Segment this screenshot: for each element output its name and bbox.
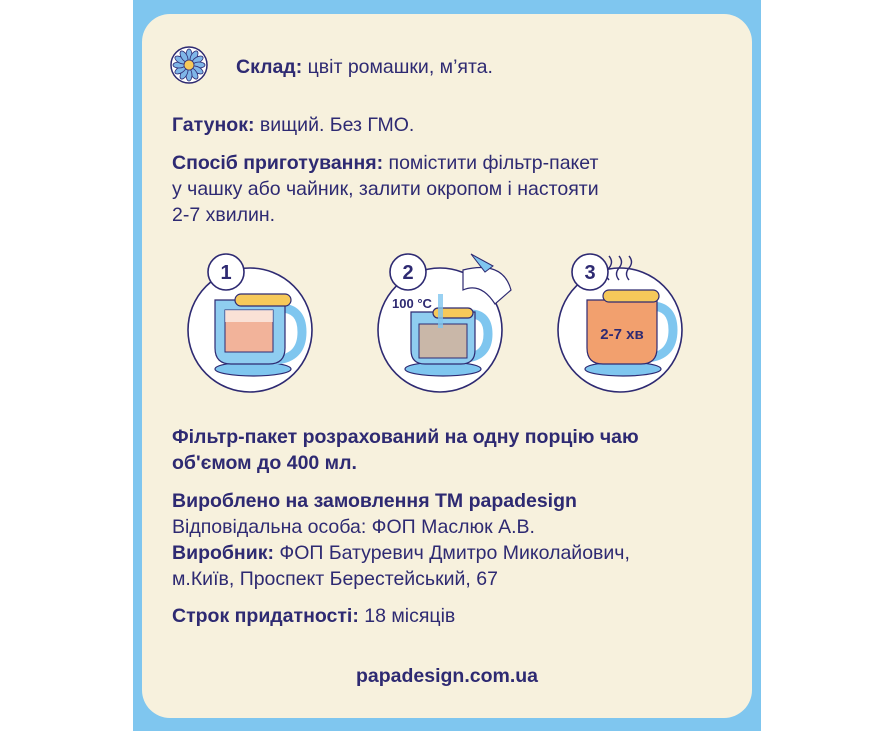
step-3-time: 2-7 хв: [600, 326, 644, 343]
step-2: [378, 254, 511, 392]
shelf-life-line: [172, 603, 455, 629]
portion-line-2: об'ємом до 400 мл.: [172, 452, 357, 474]
maker-label: Виробник:: [172, 542, 274, 564]
step-2-number: 2: [402, 262, 414, 284]
composition-value: цвіт ромашки, м’ята.: [302, 56, 493, 78]
maker-value: ФОП Батуревич Дмитро Миколайович,: [273, 542, 630, 564]
step-3: [558, 254, 682, 392]
method-line-2: у чашку або чайник, залити окропом і настояти: [172, 178, 599, 200]
grade-value: вищий. Без ГМО.: [254, 114, 415, 136]
responsible-person: Відповідальна особа: ФОП Маслюк А.В.: [172, 516, 535, 538]
chamomile-icon: [170, 46, 208, 84]
method-line-1: [172, 150, 598, 176]
composition-label: Склад:: [236, 56, 303, 78]
step-1: [188, 254, 312, 392]
shelf-life-label: Строк придатності:: [172, 605, 359, 627]
step-1-number: 1: [220, 262, 232, 284]
maker-address: м.Київ, Проспект Берестейський, 67: [172, 568, 498, 590]
step-3-number: 3: [584, 262, 596, 284]
ordered-by: Вироблено на замовлення ТМ papadesign: [172, 490, 577, 512]
method-label: Спосіб приготування:: [172, 152, 384, 174]
maker-line: [172, 540, 630, 566]
grade-line: [172, 112, 414, 138]
shelf-life-value: 18 місяців: [358, 605, 456, 627]
grade-label: Гатунок:: [172, 114, 255, 136]
composition-line: [236, 54, 493, 80]
preparation-steps: [175, 250, 715, 410]
website-link[interactable]: papadesign.com.ua: [355, 665, 539, 687]
method-text-1: помістити фільтр-пакет: [383, 152, 599, 174]
method-line-3: 2-7 хвилин.: [172, 204, 276, 226]
step-2-temperature: 100 °C: [392, 296, 432, 311]
portion-line-1: Фільтр-пакет розрахований на одну порцію чаю: [172, 426, 639, 448]
